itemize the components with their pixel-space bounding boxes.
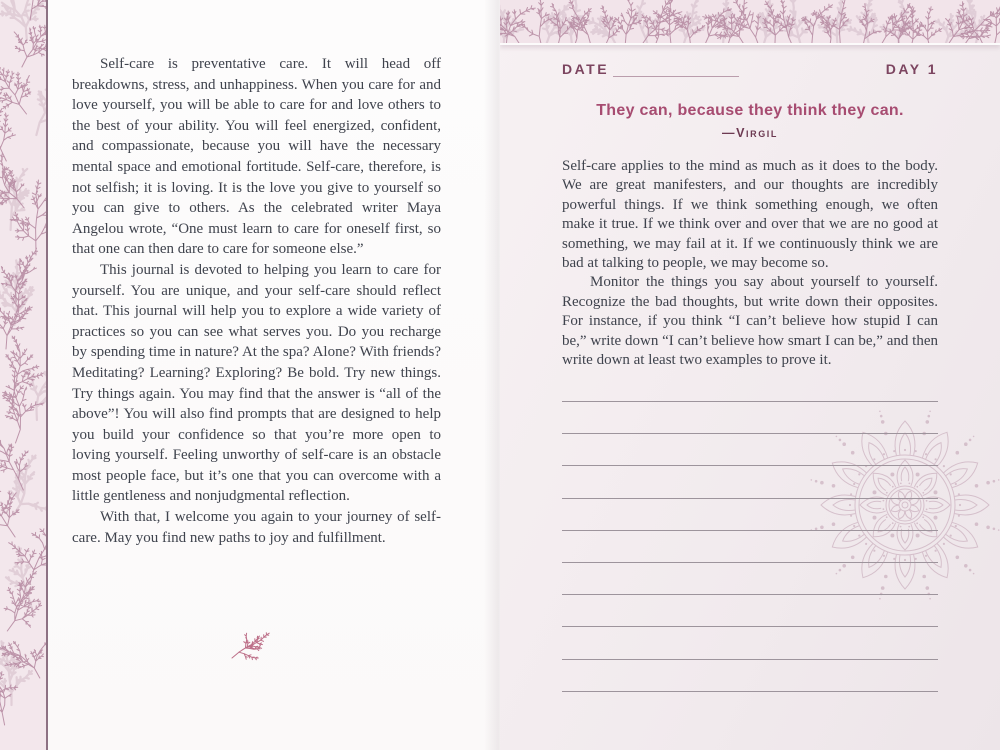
writing-line bbox=[562, 594, 938, 595]
writing-line bbox=[562, 465, 938, 466]
day-entry-text bbox=[562, 157, 938, 370]
day-number-label: DAY 1 bbox=[885, 61, 938, 77]
quote-attribution: —Virgil bbox=[721, 126, 779, 140]
leaf-sprig-icon bbox=[222, 606, 292, 664]
entry-paragraph: Monitor the things you say about yourself to yourself. Recognize the bad thoughts, but write down their opposites. For instance, if you think “I can’t believe how stupid I can be,” write down “I can’t believe how smart I can be,” and then write down at least two examples to prove it. bbox=[562, 274, 938, 369]
writing-line bbox=[562, 401, 938, 402]
writing-line bbox=[562, 659, 938, 660]
left-border-branch-pattern bbox=[0, 0, 48, 750]
branch-coral-pattern-icon bbox=[0, 0, 46, 750]
writing-lines-area bbox=[500, 0, 1000, 750]
intro-paragraph: With that, I welcome you again to your journey of self-care. May you find new paths to joy and fulfillment. bbox=[72, 509, 441, 546]
date-label: DATE bbox=[562, 61, 610, 77]
entry-paragraph: Self-care applies to the mind as much as it does to the body. We are great manifesters, and our thoughts are incredibly powerful things. If we think something enough, we often make it true. If we think over and over that we are no good at something, we may fail at it. If we continuously think we are bad at talking to people, we may become so. bbox=[562, 158, 938, 272]
writing-line bbox=[562, 562, 938, 563]
intro-paragraph: This journal is devoted to helping you learn to care for yourself. You are unique, and your self-care should reflect that. This journal will help you to explore a wide variety of practices so you can see what serves you. Do you recharge by spending time in nature? At the spa? Alone? With friends? Meditating? Learning? Exploring? Be bold. Try new things. Try things again. You may find that the answer is “all of the above”! You will also find prompts that are designed to help you build your confidence so that you’re more open to loving yourself. Feeling unworthy of self-care is an obstacle most people face, but it’s one that you can overcome with a little gentleness and nonjudgmental reflection. bbox=[72, 261, 441, 505]
writing-line bbox=[562, 433, 938, 434]
writing-line bbox=[562, 498, 938, 499]
intro-paragraph: Self-care is preventative care. It will head off breakdowns, stress, and unhappiness. When you care for and love yourself, you will be able to care for and love others to the best of your ability. You will feel energized, confident, and compassionate, because you will have the necessary mental space and emotional fortitude. Self-care, therefore, is not selfish; it is loving. It is the love you give to yourself so you can give to others. As the celebrated writer Maya Angelou wrote, “One must learn to care for oneself first, so that one can then dare to care for someone else.” bbox=[72, 56, 441, 258]
writing-line bbox=[562, 626, 938, 627]
quote-text: They can, because they think they can. bbox=[596, 102, 904, 119]
right-page bbox=[500, 0, 1000, 750]
writing-line bbox=[562, 691, 938, 692]
leaf-sprig-icon bbox=[222, 606, 292, 664]
introduction-text bbox=[72, 54, 441, 548]
writing-line bbox=[562, 530, 938, 531]
